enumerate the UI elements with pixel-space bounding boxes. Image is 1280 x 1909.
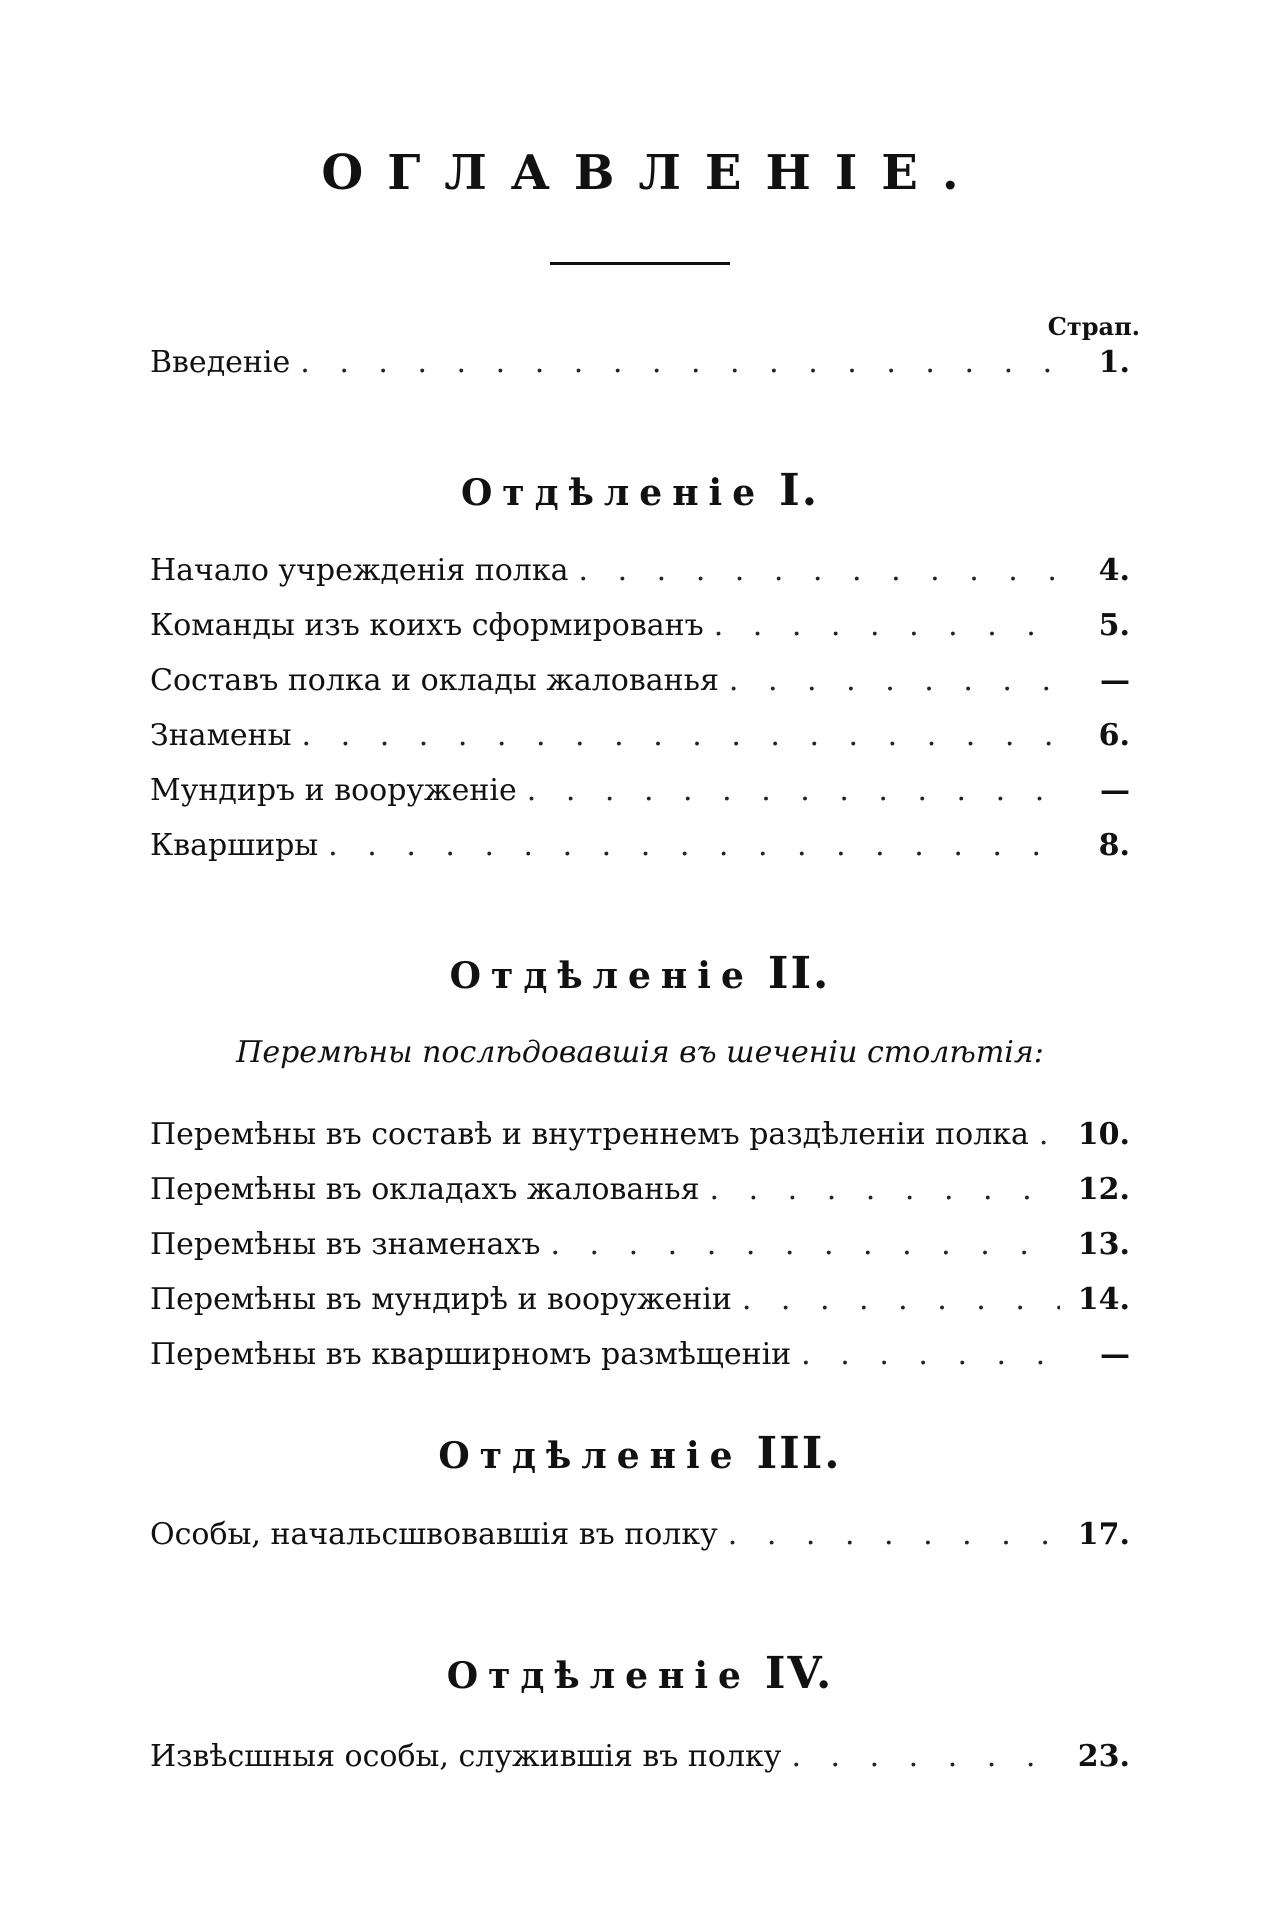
toc-entry[interactable]: [150, 1517, 1130, 1561]
toc-entry-page: 1.: [1098, 345, 1130, 380]
title-divider: [550, 262, 730, 265]
leader-dots: [527, 773, 1060, 808]
leader-dots: [729, 663, 1060, 698]
toc-entry-label: Команды изъ коихъ сформированъ: [150, 608, 704, 643]
toc-entry-label: Извѣсшныя особы, служившія въ полку: [150, 1739, 782, 1774]
toc-entry[interactable]: [150, 553, 1130, 597]
leader-dots: [742, 1282, 1060, 1317]
section-heading-word: Отдѣленіе: [438, 1435, 743, 1477]
leader-dots: [710, 1172, 1060, 1207]
toc-entry-label: Перемѣны въ кварширномъ размѣщеніи: [150, 1337, 792, 1372]
toc-entry[interactable]: [150, 1739, 1130, 1783]
toc-entry-page: —: [1100, 773, 1130, 808]
toc-entry-page: 23.: [1077, 1739, 1130, 1774]
leader-dots: [714, 608, 1060, 643]
toc-entry[interactable]: [150, 718, 1130, 762]
toc-entry-label: Особы, начальсшвовавшія въ полку: [150, 1517, 718, 1552]
toc-entry[interactable]: [150, 773, 1130, 817]
toc-entry-label: Знамены: [150, 718, 292, 753]
toc-entry-page: 6.: [1098, 718, 1130, 753]
toc-entry[interactable]: [150, 1227, 1130, 1271]
section-heading-1: [0, 465, 1280, 516]
toc-entry-label: Кварширы: [150, 828, 319, 863]
toc-entry-label: Перемѣны въ мундирѣ и вооруженіи: [150, 1282, 732, 1317]
section-roman-numeral: IV.: [764, 1648, 834, 1699]
section-heading-word: Отдѣленіе: [460, 472, 766, 514]
section-roman-numeral: II.: [767, 948, 831, 999]
toc-entry-page: 5.: [1098, 608, 1130, 643]
toc-entry[interactable]: [150, 1172, 1130, 1216]
section-heading-word: Отдѣленіе: [449, 955, 754, 997]
toc-entry-page: 10.: [1077, 1117, 1130, 1152]
section-roman-numeral: III.: [756, 1428, 842, 1479]
toc-entry-page: 14.: [1077, 1282, 1130, 1317]
toc-entry[interactable]: [150, 1117, 1130, 1161]
toc-entry-page: —: [1100, 1337, 1130, 1372]
toc-entry[interactable]: [150, 1282, 1130, 1326]
toc-entry-page: 4.: [1098, 553, 1130, 588]
section-heading-word: Отдѣленіе: [446, 1655, 751, 1697]
toc-entry[interactable]: [150, 608, 1130, 652]
section-heading-2: [0, 948, 1280, 999]
toc-entry-page: 17.: [1077, 1517, 1130, 1552]
page-column-label: Страп.: [1047, 312, 1140, 341]
toc-entry[interactable]: [150, 1337, 1130, 1381]
toc-entry-page: 12.: [1077, 1172, 1130, 1207]
toc-entry-label: Мундиръ и вооруженіе: [150, 773, 517, 808]
leader-dots: [302, 718, 1060, 753]
toc-entry-intro[interactable]: [150, 345, 1130, 389]
section-heading-3: [0, 1428, 1280, 1479]
section-heading-4: [0, 1648, 1280, 1699]
section-roman-numeral: I.: [779, 465, 820, 516]
toc-entry-label: Начало учрежденія полка: [150, 553, 569, 588]
toc-entry-page: 8.: [1098, 828, 1130, 863]
toc-entry-label: Перемѣны въ знаменахъ: [150, 1227, 541, 1262]
toc-entry-page: —: [1100, 663, 1130, 698]
leader-dots: [550, 1227, 1060, 1262]
leader-dots: [328, 828, 1060, 863]
leader-dots: [728, 1517, 1060, 1552]
toc-entry-label: Введеніе: [150, 345, 291, 380]
toc-entry-label: Перемѣны въ составѣ и внутреннемъ раздѣленіи полка: [150, 1117, 1029, 1152]
leader-dots: [791, 1739, 1060, 1774]
leader-dots: [801, 1337, 1060, 1372]
section-subtitle: Перемѣны послѣдовавшія въ шеченіи столѣтія:: [236, 1035, 1044, 1070]
leader-dots: [1039, 1117, 1060, 1152]
leader-dots: [579, 553, 1061, 588]
toc-entry[interactable]: [150, 828, 1130, 872]
leader-dots: [300, 345, 1060, 380]
toc-entry-label: Перемѣны въ окладахъ жалованья: [150, 1172, 700, 1207]
page-title: ОГЛАВЛЕНІЕ.: [321, 145, 983, 201]
toc-entry-label: Составъ полка и оклады жалованья: [150, 663, 719, 698]
toc-entry[interactable]: [150, 663, 1130, 707]
toc-entry-page: 13.: [1077, 1227, 1130, 1262]
